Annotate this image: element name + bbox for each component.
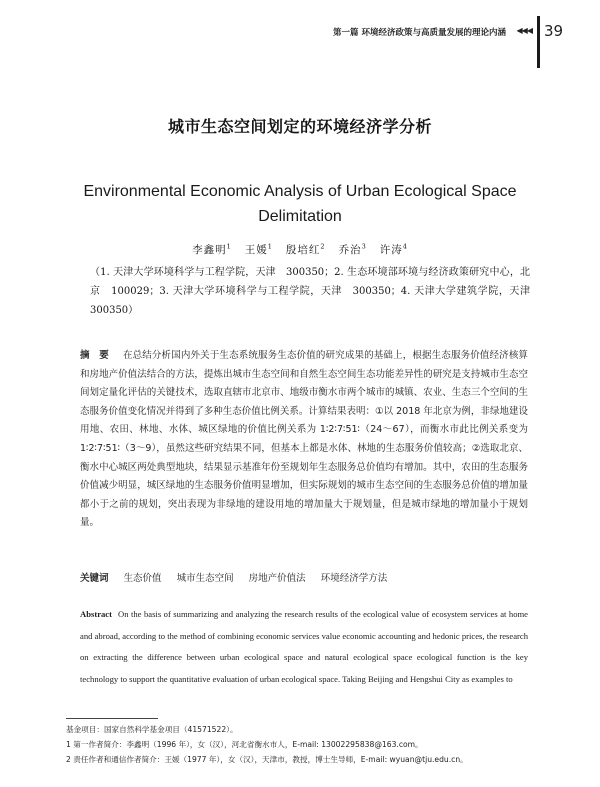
abstract-en-text: On the basis of summarizing and analyzing the research results of the ecological value of ecosystem services at home and abroad, according to the method of combining economic services value economic accounting and hedonic prices, the research on extracting the difference between urban ecological space and natural ecological space ecological function is the key technology to support the quantitative evaluation of urban ecological space. Taking Beijing and Hengshui City as examples to (80, 609, 528, 684)
page-number: 39 (544, 22, 564, 40)
footnote-funding: 基金项目：国家自然科学基金项目（41571522）。 (66, 725, 238, 734)
author-sup: 2 (320, 242, 326, 251)
author-list (0, 242, 600, 257)
affiliation: （1. 天津大学环境科学与工程学院，天津 300350；2. 生态环境部环境与经济政策研究中心，北京 100029；3. 天津大学环境科学与工程学院，天津 300350；4. 天津大学建筑学院，天津 300350） (90, 267, 540, 316)
footnote-divider (66, 718, 158, 719)
keywords-label: 关键词 (80, 573, 109, 584)
author-sup: 3 (361, 242, 367, 251)
keywords-cn (80, 570, 528, 584)
footnote-first-author: 1 第一作者简介：李鑫明（1996 年），女（汉），河北省衡水市人，E-mail: 13002295838@163.com。 (66, 740, 423, 749)
author-name: 许涛 (379, 244, 403, 256)
abstract-cn (80, 347, 528, 533)
running-title: 第一篇 环境经济政策与高质量发展的理论内涵 (333, 28, 506, 38)
author-sup: 1 (267, 242, 273, 251)
author-name: 李鑫明 (192, 244, 227, 256)
abstract-en (80, 604, 528, 690)
footnote-corresponding-author: 2 责任作者和通信作者简介：王媛（1977 年），女（汉），天津市，教授，博士生导师，E-mail: wyuan@tju.edu.cn。 (66, 755, 468, 764)
author-sup: 4 (402, 242, 408, 251)
keyword: 城市生态空间 (176, 573, 234, 584)
footnotes (66, 722, 536, 767)
abstract-cn-label: 摘 要 (80, 350, 109, 361)
author-name: 殷培红 (285, 244, 321, 256)
author-name: 王媛 (244, 244, 268, 256)
title-en: Environmental Economic Analysis of Urban Ecological Space Delimitation (83, 183, 517, 225)
author-sup: 1 (226, 242, 232, 251)
running-header (0, 0, 600, 70)
abstract-cn-text: 在总结分析国内外关于生态系统服务生态价值的研究成果的基础上，根据生态服务价值经济核算和房地产价值法结合的方法，提炼出城市生态空间和自然生态空间生态功能差异性的研究是支持城市生态空间划定量化评估的关键技术，选取直辖市北京市、地级市衡水市两个城市的城镇、农业、生态三个空间的生态服务价值变化情况并得到了多种生态价值比例关系。计算结果表明：①以 2018 年北京为例，非绿地建设用地、农田、林地、水体、城区绿地的价值比例关系为 1∶2∶7∶51∶（24～67），而衡水市此比例关系变为 1∶2∶7∶51∶（3～9），虽然这些研究结果不同，但基本上都是水体、林地的生态服务价值较高；②选取北京、衡水中心城区两处典型地块，结果显示基准年份至规划年生态服务总价值均有增加。其中，农田的生态服务价值减少明显，城区绿地的生态服务价值明显增加，但实际规划的城市生态空间的生态服务总价值的增加量都小于之前的规划，突出表现为非绿地的建设用地的增加量大于规划量，但是城市绿地的增加量小于规划量。 (80, 350, 528, 529)
abstract-en-label: Abstract (80, 609, 112, 619)
arrow-left-icon: ◀◀◀ (516, 26, 532, 35)
keyword: 环境经济学方法 (320, 573, 388, 584)
keyword: 生态价值 (123, 573, 162, 584)
header-divider (537, 16, 540, 68)
title-cn: 城市生态空间划定的环境经济学分析 (167, 117, 432, 136)
keyword: 房地产价值法 (248, 573, 306, 584)
author-name: 乔治 (338, 244, 362, 256)
